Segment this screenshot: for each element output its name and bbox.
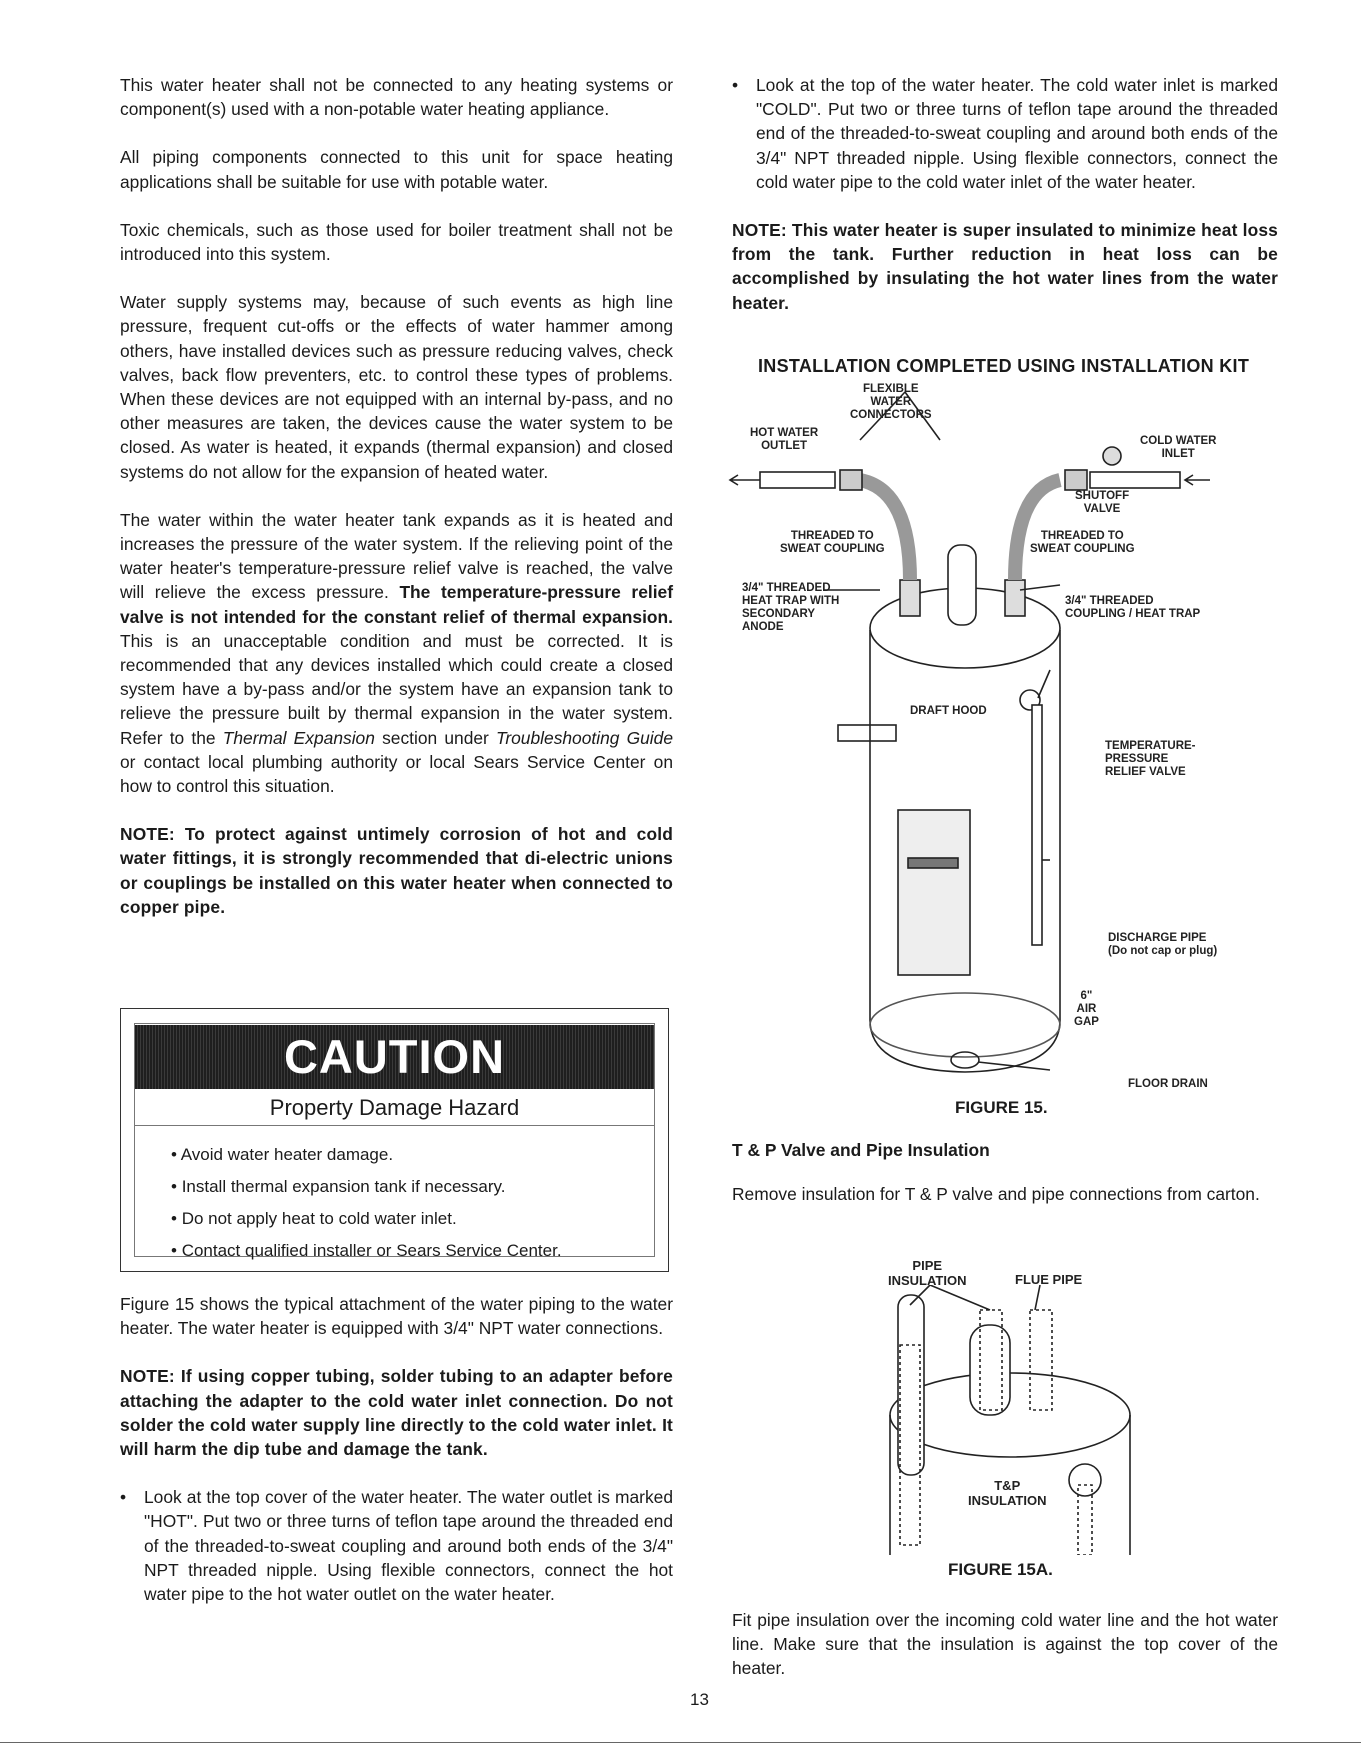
paragraph-figure-15: Figure 15 shows the typical attachment of the water piping to the water heater. The water heater is equipped with 3/4" NPT water connections. <box>120 1294 673 1339</box>
paragraph-water-supply: Water supply systems may, because of such events as high line pressure, frequent cut-offs or the effects of water hammer among others, have installed devices such as pressure reducing valves, check valves, back flow preventers, etc. to control these types of problems. When these devices are not equipped with an internal by-pass, and no other measures are taken, the devices cause the water system to be closed. As water is heated, it expands (thermal expansion) and closed systems do not allow for the expansion of heated water. <box>120 292 673 482</box>
caution-list <box>171 1139 562 1267</box>
left-column <box>120 73 673 943</box>
figure-15a-caption: FIGURE 15A. <box>948 1560 1053 1579</box>
bullet-cold-water: • Look at the top of the water heater. The cold water inlet is marked "COLD". Put two or three turns of teflon tape around the threaded end of the threaded-to-sweat coupling and around both ends of the 3/4" NPT threaded nipple. Using flexible connectors, connect the cold water pipe to the cold water inlet of the water heater. <box>732 75 1278 192</box>
right-column-bottom <box>732 1608 1278 1705</box>
label-air-gap: 6" AIR GAP <box>1074 990 1099 1028</box>
label-threaded-sweat-left: THREADED TO SWEAT COUPLING <box>780 530 885 555</box>
label-tp-relief-valve: TEMPERATURE- PRESSURE RELIEF VALVE <box>1105 740 1196 778</box>
left-column-lower <box>120 1292 673 1630</box>
label-flexible-connectors: FLEXIBLE WATER CONNECTORS <box>850 383 932 421</box>
paragraph-toxic-chemicals: Toxic chemicals, such as those used for boiler treatment shall not be introduced into this system. <box>120 219 673 265</box>
label-heat-trap-coupling: 3/4" THREADED COUPLING / HEAT TRAP <box>1065 595 1201 620</box>
label-tp-insulation: T&P INSULATION <box>968 1478 1047 1508</box>
right-column <box>732 73 1278 339</box>
heading-tp-valve: T & P Valve and Pipe Insulation <box>732 1140 990 1160</box>
figure-15-title: INSTALLATION COMPLETED USING INSTALLATION KIT <box>758 356 1250 376</box>
label-hot-water-outlet: HOT WATER OUTLET <box>750 427 819 452</box>
paragraph-remove-insulation: Remove insulation for T & P valve and pipe connections from carton. <box>732 1184 1260 1205</box>
caution-item: • Avoid water heater damage. <box>171 1139 562 1171</box>
caution-item: • Install thermal expansion tank if necessary. <box>171 1171 562 1203</box>
note-super-insulated: NOTE: This water heater is super insulated to minimize heat loss from the tank. Further reduction in heat loss can be accomplished by insulating the hot water lines from the water heater. <box>732 220 1278 313</box>
label-floor-drain: FLOOR DRAIN <box>1128 1078 1208 1090</box>
bottom-rule <box>0 1742 1361 1743</box>
caution-subtitle: Property Damage Hazard <box>135 1091 654 1126</box>
label-cold-water-inlet: COLD WATER INLET <box>1140 435 1217 460</box>
paragraph-fit-insulation: Fit pipe insulation over the incoming cold water line and the hot water line. Make sure that the insulation is against the top cover of the heater. <box>732 1610 1278 1679</box>
figure-15-caption: FIGURE 15. <box>955 1098 1048 1117</box>
paragraph-non-potable: This water heater shall not be connected to any heating systems or component(s) used with a non-potable water heating appliance. <box>120 75 673 120</box>
paragraph-thermal-expansion: The water within the water heater tank expands as it is heated and increases the pressure of the water system. If the relieving point of the water heater's temperature-pressure relief valve is reached, the valve will relieve the excess pressure. The temperature-pressure relief valve is not intended for the constant relief of thermal expansion. This is an unacceptable condition and must be corrected. It is recommended that any devices installed which could create a closed system have a by-pass and/or the system have an expansion tank to relieve the pressure built by thermal expansion in the water system. Refer to the Thermal Expansion section under Troubleshooting Guide or contact local plumbing authority or local Sears Service Center on how to control this situation. <box>120 509 674 797</box>
label-flue-pipe: FLUE PIPE <box>1015 1272 1083 1287</box>
note-copper-tubing: NOTE: If using copper tubing, solder tubing to an adapter before attaching the adapter to the cold water inlet connection. Do not solder the cold water supply line directly to the cold water inlet. It will harm the dip tube and damage the tank. <box>120 1366 673 1460</box>
label-discharge-pipe: DISCHARGE PIPE (Do not cap or plug) <box>1108 932 1218 957</box>
label-threaded-sweat-right: THREADED TO SWEAT COUPLING <box>1030 530 1135 555</box>
label-pipe-insulation: PIPE INSULATION <box>888 1258 967 1288</box>
paragraph-potable-components: All piping components connected to this unit for space heating applications shall be suitable for use with potable water. <box>120 147 673 192</box>
label-draft-hood: DRAFT HOOD <box>910 705 987 717</box>
caution-box <box>120 1008 669 1272</box>
figure-15a-diagram <box>880 1285 1140 1555</box>
label-heat-trap-anode: 3/4" THREADED HEAT TRAP WITH SECONDARY ANODE <box>742 582 840 633</box>
right-column-lower <box>732 1138 1278 1230</box>
bullet-hot-water: • Look at the top cover of the water heater. The water outlet is marked "HOT". Put two or three turns of teflon tape around the threaded end of the threaded-to-sweat coupling and around both ends of the 3/4" NPT threaded nipple. Using flexible connectors, connect the hot water pipe to the hot water outlet on the water heater. <box>120 1487 673 1605</box>
note-dielectric-unions: NOTE: To protect against untimely corrosion of hot and cold water fittings, it is strongly recommended that di-electric unions or couplings be installed on this water heater when connected to copper pipe. <box>120 824 673 917</box>
page-number: 13 <box>690 1690 709 1709</box>
label-shutoff-valve: SHUTOFF VALVE <box>1075 490 1130 515</box>
caution-item: • Contact qualified installer or Sears Service Center. <box>171 1235 562 1267</box>
caution-banner: CAUTION <box>135 1025 654 1089</box>
caution-item: • Do not apply heat to cold water inlet. <box>171 1203 562 1235</box>
